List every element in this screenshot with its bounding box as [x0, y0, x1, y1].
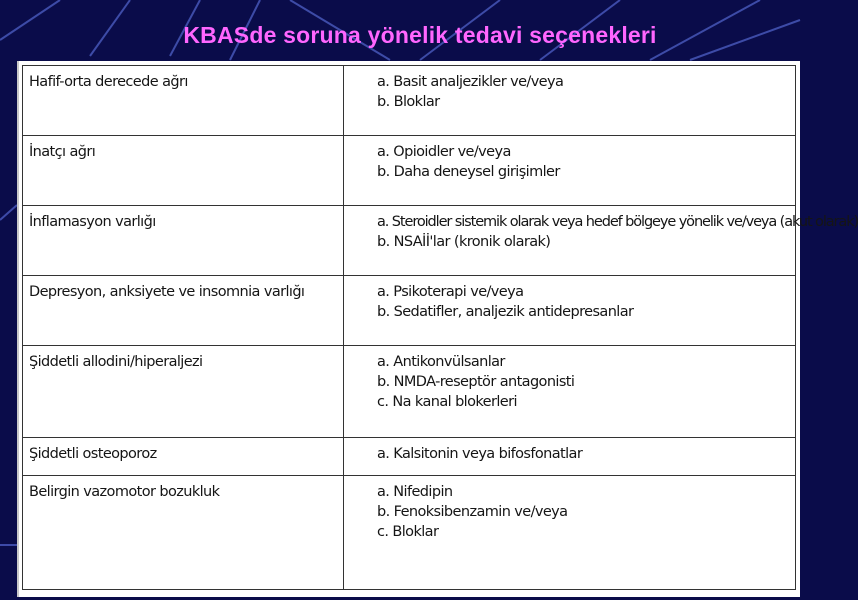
- option-text: c. Na kanal blokerleri: [377, 394, 517, 410]
- condition-cell: [23, 476, 344, 590]
- table-row: [23, 476, 796, 590]
- condition-cell: [23, 206, 344, 276]
- condition-cell: [23, 438, 344, 476]
- condition-text: Hafif-orta derecede ağrı: [29, 74, 188, 90]
- options-cell: [344, 66, 796, 136]
- treatment-table: [22, 65, 858, 590]
- option-text: b. NMDA-reseptör antagonisti: [377, 374, 575, 390]
- option-text: b. Sedatifler, analjezik antidepresanlar: [377, 304, 634, 320]
- option-text: b. Bloklar: [377, 94, 440, 110]
- option-text: a. Opioidler ve/veya: [377, 144, 511, 160]
- options-cell: [344, 346, 796, 438]
- table-row: [23, 66, 796, 136]
- condition-text: Belirgin vazomotor bozukluk: [29, 484, 220, 500]
- condition-cell: [23, 346, 344, 438]
- condition-text: Şiddetli allodini/hiperaljezi: [29, 354, 203, 370]
- option-text: a. Antikonvülsanlar: [377, 354, 505, 370]
- options-cell: [344, 206, 858, 276]
- options-cell: [344, 136, 796, 206]
- options-cell: [344, 438, 796, 476]
- table-row: [23, 438, 796, 476]
- option-text: b. Fenoksibenzamin ve/veya: [377, 504, 568, 520]
- condition-text: İnatçı ağrı: [29, 144, 96, 160]
- option-text: b. NSAİİ'lar (kronik olarak): [377, 234, 551, 250]
- table-panel: [17, 61, 858, 597]
- option-text: b. Daha deneysel girişimler: [377, 164, 560, 180]
- table-row: [23, 276, 796, 346]
- table-row: [23, 136, 796, 206]
- slide-title: KBASde soruna yönelik tedavi seçenekleri: [183, 22, 657, 48]
- condition-cell: [23, 136, 344, 206]
- option-text: a. Steroidler sistemik olarak veya hedef bölgeye yönelik ve/veya (akut olarak): [377, 214, 858, 230]
- condition-text: Depresyon, anksiyete ve insomnia varlığı: [29, 284, 305, 300]
- condition-text: Şiddetli osteoporoz: [29, 446, 157, 462]
- option-text: a. Psikoterapi ve/veya: [377, 284, 524, 300]
- options-cell: [344, 276, 796, 346]
- condition-cell: [23, 276, 344, 346]
- table-row: [23, 206, 796, 276]
- condition-cell: [23, 66, 344, 136]
- table-row: [23, 346, 796, 438]
- options-cell: [344, 476, 796, 590]
- option-text: a. Basit analjezikler ve/veya: [377, 74, 564, 90]
- option-text: c. Bloklar: [377, 524, 439, 540]
- condition-text: İnflamasyon varlığı: [29, 214, 156, 230]
- option-text: a. Kalsitonin veya bifosfonatlar: [377, 446, 583, 462]
- option-text: a. Nifedipin: [377, 484, 453, 500]
